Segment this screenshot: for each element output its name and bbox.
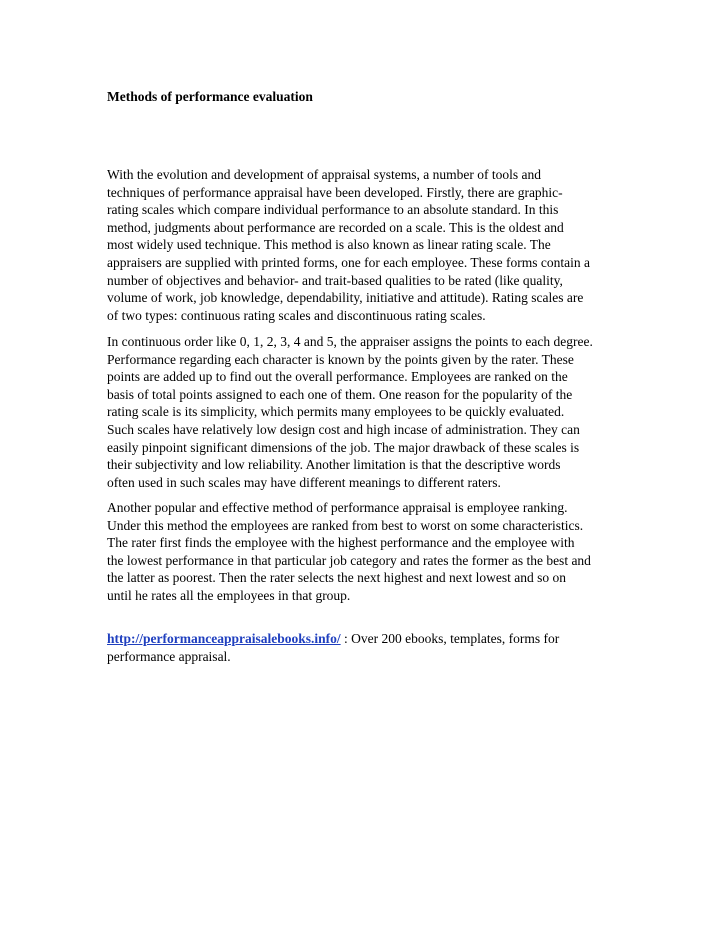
- text-line: of two types: continuous rating scales and discontinuous rating scales.: [107, 307, 486, 323]
- text-line: rating scales which compare individual performance to an absolute standard. In this: [107, 202, 559, 218]
- ebooks-link[interactable]: http://performanceappraisalebooks.info/: [107, 631, 341, 646]
- text-line: points are added up to find out the overall performance. Employees are ranked on the: [107, 369, 568, 385]
- paragraph-rating-scales: [107, 166, 627, 324]
- text-line: Another popular and effective method of performance appraisal is employee ranking.: [107, 500, 568, 515]
- document-title: Methods of performance evaluation: [107, 89, 313, 104]
- footer-line-2: performance appraisal.: [107, 648, 231, 664]
- text-line: often used in such scales may have different meanings to different raters.: [107, 474, 501, 490]
- text-line: the latter as poorest. Then the rater selects the next highest and next lowest and so on: [107, 570, 566, 586]
- text-line: method, judgments about performance are recorded on a scale. This is the oldest and: [107, 219, 564, 235]
- text-line: most widely used technique. This method is also known as linear rating scale. The: [107, 237, 551, 253]
- footer-suffix-text: : Over 200 ebooks, templates, forms for: [340, 631, 560, 646]
- text-line: easily pinpoint significant dimensions of the job. The major drawback of these scales is: [107, 439, 580, 455]
- text-line: until he rates all the employees in that group.: [107, 587, 351, 603]
- text-line: number of objectives and behavior- and trait-based qualities to be rated (like quality,: [107, 272, 563, 288]
- text-line: The rater first finds the employee with the highest performance and the employee with: [107, 535, 575, 551]
- text-line: the lowest performance in that particular job category and rates the former as the best and: [107, 552, 591, 568]
- text-line: volume of work, job knowledge, dependability, initiative and attitude). Rating scales are: [107, 290, 584, 306]
- paragraph-employee-ranking: [107, 499, 627, 605]
- text-line: Under this method the employees are ranked from best to worst on some characteristics.: [107, 517, 584, 533]
- text-line: basis of total points assigned to each one of them. One reason for the popularity of the: [107, 386, 573, 402]
- text-line: Performance regarding each character is known by the points given by the rater. These: [107, 351, 574, 367]
- text-line: appraisers are supplied with printed forms, one for each employee. These forms contain a: [107, 254, 590, 270]
- text-line: rating scale is its simplicity, which permits many employees to be quickly evaluated.: [107, 404, 565, 420]
- text-line: Such scales have relatively low design cost and high incase of administration. They can: [107, 421, 580, 437]
- footer-note: [107, 630, 627, 665]
- footer-line: [107, 630, 627, 648]
- text-line: In continuous order like 0, 1, 2, 3, 4 and 5, the appraiser assigns the points to each degree.: [107, 334, 593, 349]
- text-line: With the evolution and development of appraisal systems, a number of tools and: [107, 167, 541, 182]
- paragraph-continuous-order: [107, 333, 627, 491]
- text-line: techniques of performance appraisal have been developed. Firstly, there are graphic-: [107, 184, 563, 200]
- text-line: their subjectivity and low reliability. Another limitation is that the descriptive words: [107, 457, 561, 473]
